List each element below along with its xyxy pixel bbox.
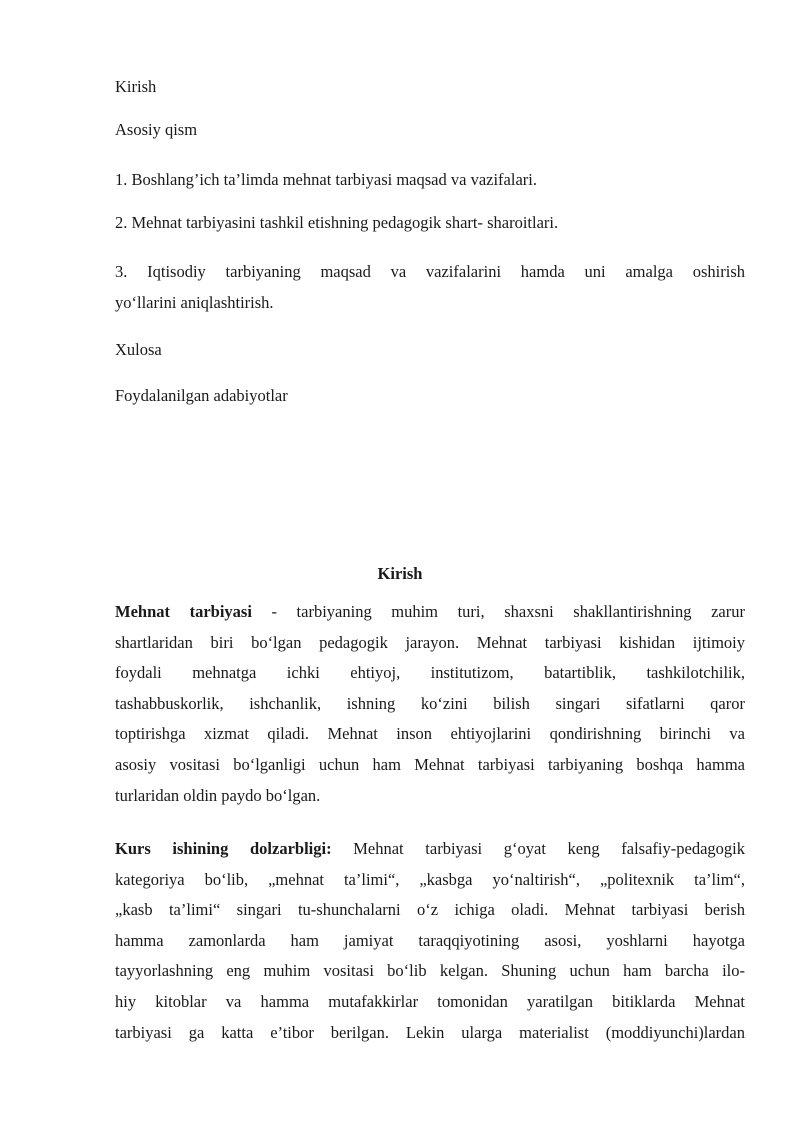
toc-item-3: 3. Iqtisodiy tarbiyaning maqsad va vazifalarini hamda uni amalga oshirish (115, 262, 745, 281)
paragraph-line: hamma zamonlarda ham jamiyat taraqqiyotining asosi, yoshlarni hayotga (115, 930, 745, 950)
toc-item-intro: Kirish (115, 77, 157, 96)
paragraph-line: Kurs ishining dolzarbligi: Mehnat tarbiyasi g‘oyat keng falsafiy-pedagogik (115, 839, 745, 858)
toc-item-main-part: Asosiy qism (115, 120, 198, 139)
paragraph-line: kategoriya bo‘lib, „mehnat ta’limi“, „kasbga yo‘naltirish“, „politexnik ta’lim“, (115, 869, 745, 889)
term-bold: Kurs ishining dolzarbligi: (115, 839, 332, 858)
toc-item-2: 2. Mehnat tarbiyasini tashkil etishning pedagogik shart- sharoitlari. (115, 213, 559, 232)
toc-item-1: 1. Boshlang’ich ta’limda mehnat tarbiyasi maqsad va vazifalari. (115, 170, 537, 189)
section-title: Kirish (377, 564, 423, 583)
paragraph-line: tarbiyasi ga katta e’tibor berilgan. Lekin ularga materialist (moddiyunchi)lardan (115, 1022, 745, 1042)
paragraph-line: shartlaridan biri bo‘lgan pedagogik jarayon. Mehnat tarbiyasi kishidan ijtimoiy (115, 632, 745, 652)
paragraph-line: turlaridan oldin paydo bo‘lgan. (115, 785, 321, 805)
paragraph-line: asosiy vositasi bo‘lganligi uchun ham Mehnat tarbiyasi tarbiyaning boshqa hamma (115, 754, 745, 774)
paragraph-line: foydali mehnatga ichki ehtiyoj, institutizom, batartiblik, tashkilotchilik, (115, 663, 745, 683)
paragraph-line: „kasb ta’limi“ singari tu-shunchalarni o‘z ichiga oladi. Mehnat tarbiyasi berish (115, 900, 745, 920)
term-bold: Mehnat tarbiyasi (115, 602, 252, 621)
toc-item-3-continued: yo‘llarini aniqlashtirish. (115, 293, 274, 312)
paragraph-line: tayyorlashning eng muhim vositasi bo‘lib kelgan. Shuning uchun ham barcha ilo- (115, 961, 745, 981)
toc-item-conclusion: Xulosa (115, 340, 162, 359)
paragraph-relevance (115, 834, 745, 1048)
paragraph-definition (115, 597, 745, 811)
paragraph-line: hiy kitoblar va hamma mutafakkirlar tomonidan yaratilgan bitiklarda Mehnat (115, 991, 745, 1011)
paragraph-line: toptirishga xizmat qiladi. Mehnat inson ehtiyojlarini qondirishning birinchi va (115, 724, 745, 744)
paragraph-line: tashabbuskorlik, ishchanlik, ishning ko‘zini bilish singari sifatlarni qaror (115, 693, 745, 713)
paragraph-line: Mehnat tarbiyasi - tarbiyaning muhim turi, shaxsni shakllantirishning zarur (115, 602, 745, 621)
toc-item-references: Foydalanilgan adabiyotlar (115, 386, 288, 405)
